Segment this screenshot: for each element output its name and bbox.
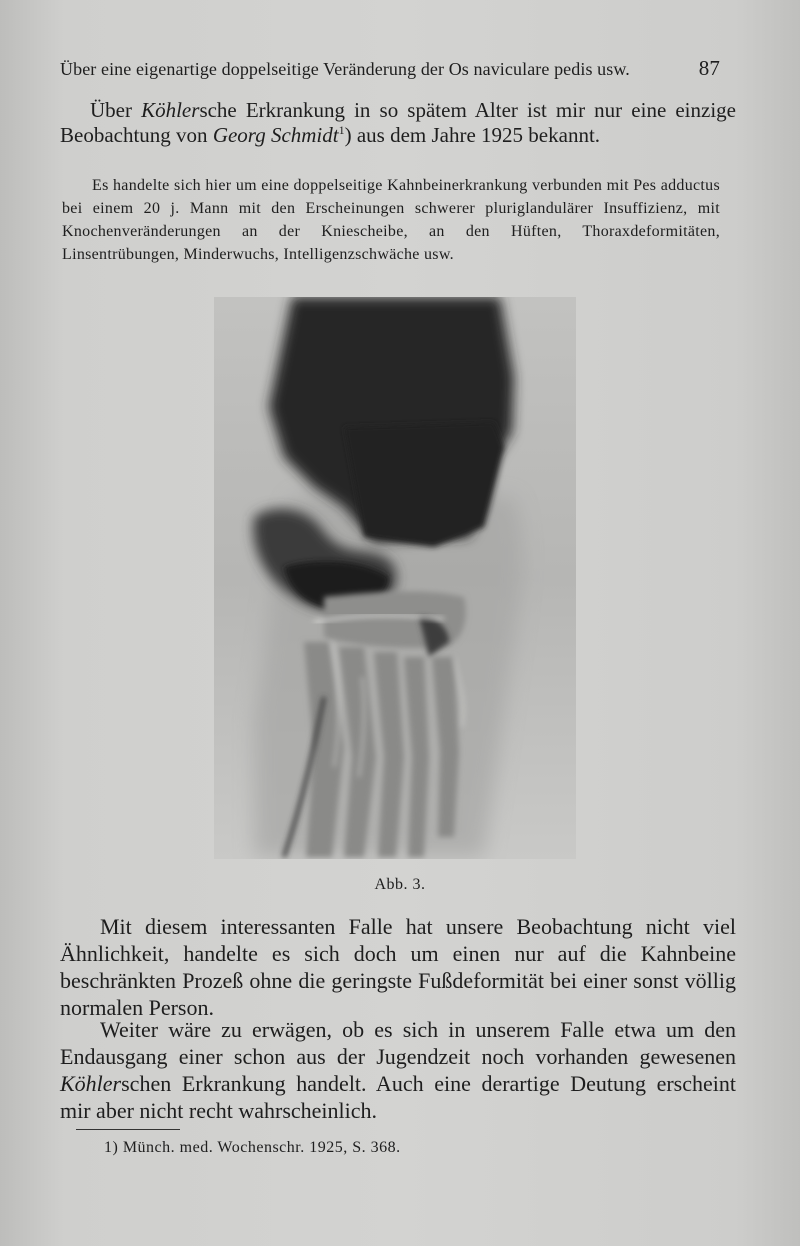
paragraph-2: Mit diesem interessanten Falle hat unsere Beobachtung nicht viel Ähnlichkeit, handelte es sich doch um einen nur auf die Kahnbeine beschränkten Prozeß ohne die geringste Fußdeformität bei einer sonst völlig normalen Person.	[60, 914, 736, 1020]
paragraph-1	[60, 98, 736, 148]
running-header	[60, 56, 720, 81]
small-print-paragraph: Es handelte sich hier um eine doppelseitige Kahnbeinerkrankung verbunden mit Pes adductus bei einem 20 j. Mann mit den Erscheinungen schwerer pluriglandulärer Insuffizienz, mit Knochenveränderungen an der Kniescheibe, an den Hüften, Thoraxdeformitäten, Linsentrübungen, Minderwuchs, Intelligenzschwäche usw.	[62, 177, 720, 263]
paragraph-1-text-before: Über	[90, 98, 142, 122]
xray-figure	[214, 297, 576, 859]
page-number: 87	[698, 56, 720, 80]
footnote-marker: 1	[338, 123, 345, 137]
footnote: 1) Münch. med. Wochenschr. 1925, S. 368.	[104, 1139, 401, 1156]
paragraph-3-text-after: schen Erkrankung handelt. Auch eine derartige Deutung erscheint mir aber nicht recht wahrscheinlich.	[60, 1071, 736, 1123]
foot-xray-image	[214, 297, 576, 859]
footnote-divider	[76, 1129, 180, 1130]
paragraph-1-text-mid: sche Erkrankung in so spätem Alter ist mir nur eine einzige Beobachtung von	[60, 98, 736, 147]
author-name-koehler: Köhler	[141, 98, 200, 122]
paragraph-3-text-before: Weiter wäre zu erwägen, ob es sich in unserem Falle etwa um den Endausgang einer schon aus der Jugendzeit noch vorhanden gewesenen	[60, 1017, 736, 1069]
running-title: Über eine eigenartige doppelseitige Veränderung der Os naviculare pedis usw.	[60, 59, 630, 79]
paragraph-1-text-after: ) aus dem Jahre 1925 bekannt.	[344, 123, 601, 147]
author-name-koehler-2: Köhler	[60, 1071, 122, 1096]
author-name-schmidt: Georg Schmidt	[212, 123, 339, 147]
figure-caption: Abb. 3.	[374, 876, 426, 893]
paragraph-3	[60, 1016, 736, 1124]
